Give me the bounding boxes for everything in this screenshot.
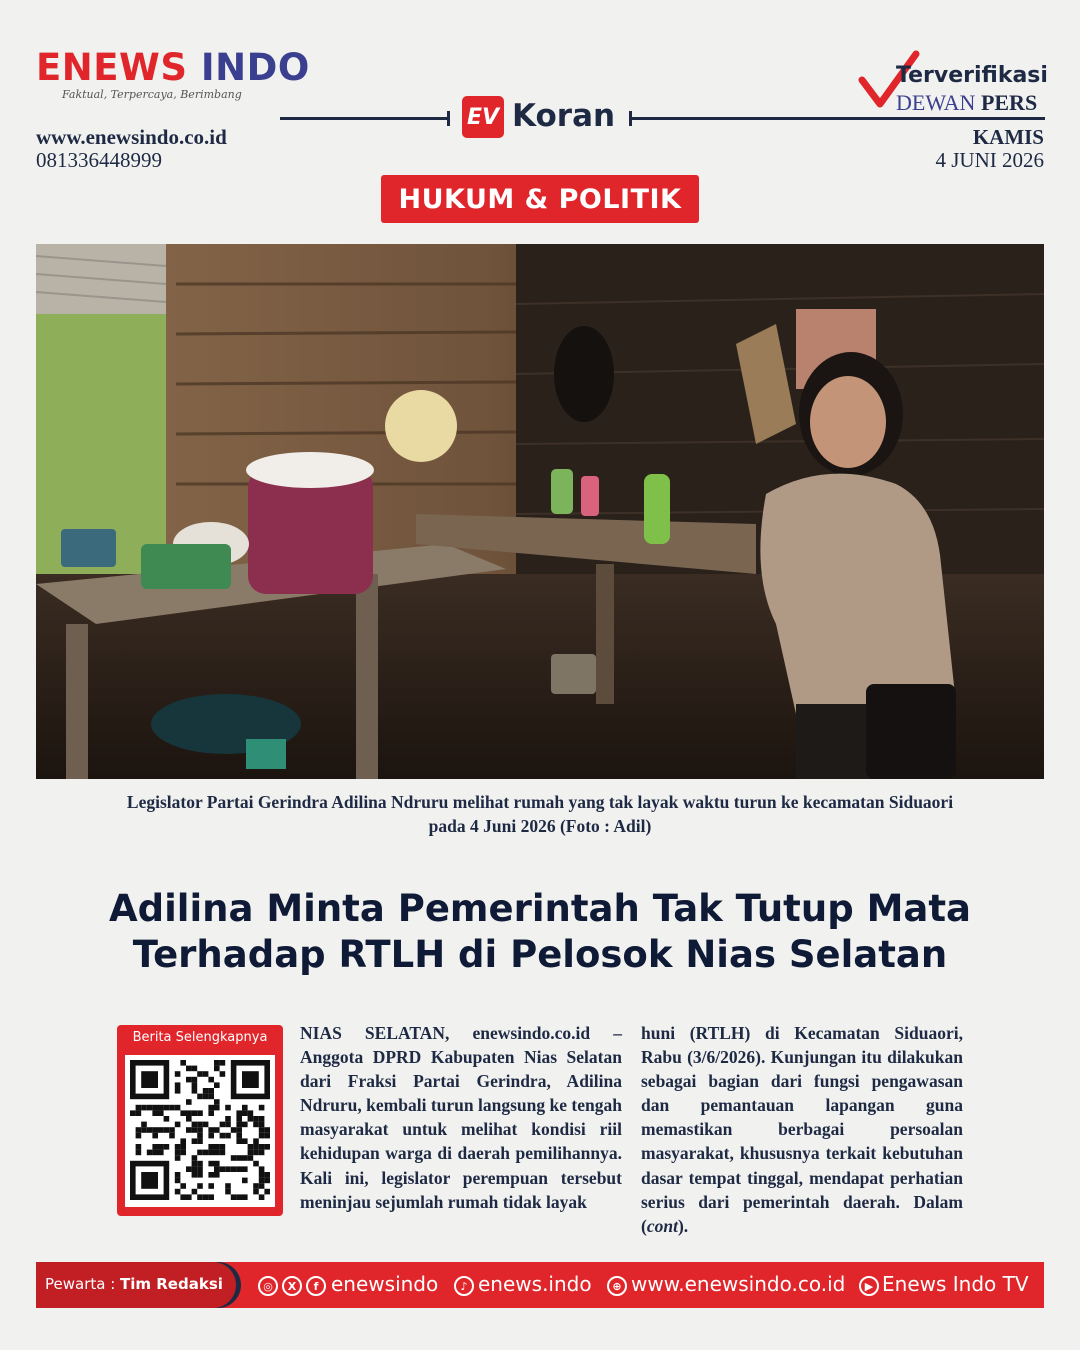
brand-tagline: Faktual, Terpercaya, Berimbang: [62, 88, 242, 101]
globe-icon[interactable]: ⊕: [607, 1276, 627, 1296]
publish-day: KAMIS: [972, 125, 1044, 149]
instagram-icon[interactable]: ◎: [258, 1276, 278, 1296]
news-photo: [36, 244, 1044, 779]
kitchen-scene-image: [36, 244, 1044, 779]
masthead-rule-right: [630, 117, 1045, 120]
article-column-2: huni (RTLH) di Kecamatan Siduaori, Rabu (3/6/2026). Kunjungan itu dilakukan sebagai bagian dari fungsi pengawasan dan pemantauan lapangan guna memastikan berbagai persoalan masyarakat, khususnya terkait kebutuhan dasar tempat tinggal, mendapat perhatian serius dari pemerintah daerah. Dalam (cont).: [641, 1023, 963, 1236]
qr-card-title: Berita Selengkapnya: [132, 1030, 268, 1045]
logo-indo: INDO: [200, 46, 310, 89]
website-url: www.enewsindo.co.id: [36, 125, 227, 149]
reporter-name: Tim Redaksi: [120, 1275, 223, 1293]
logo-enews: ENEWS: [36, 46, 188, 89]
cont-marker: cont: [646, 1215, 678, 1236]
youtube-link[interactable]: Enews Indo TV: [882, 1272, 1029, 1296]
social-handle-link[interactable]: enewsindo: [331, 1272, 439, 1296]
article-column-1: NIAS SELATAN, enewsindo.co.id – Anggota DPRD Kabupaten Nias Selatan dari Fraksi Partai Gerindra, Adilina Ndruru, kembali turun langsung ke tengah masyarakat untuk melihat kondisi riil kehidupan warga di daerah pemilihannya. Kali ini, legislator perempuan tersebut meninjau sejumlah rumah tidak layak: [300, 1023, 622, 1212]
reporter-credit: Pewarta : Tim Redaksi: [45, 1275, 223, 1293]
tiktok-link[interactable]: enews.indo: [478, 1272, 592, 1296]
press-council-label: DEWAN PERS: [896, 90, 1038, 115]
qr-code-graphic: [125, 1055, 275, 1207]
edition-label: Koran: [512, 98, 616, 134]
publish-date: 4 JUNI 2026: [935, 148, 1044, 172]
website-link[interactable]: www.enewsindo.co.id: [631, 1272, 846, 1296]
brand-logo: [36, 46, 310, 89]
masthead-rule-cap-right: [629, 111, 632, 126]
headline-line-1: Adilina Minta Pemerintah Tak Tutup Mata: [108, 887, 972, 930]
masthead-rule-left: [280, 117, 448, 120]
tiktok-icon[interactable]: ♪: [454, 1276, 474, 1296]
qr-code-icon[interactable]: [125, 1055, 275, 1207]
caption-line-1: Legislator Partai Gerindra Adilina Ndruru melihat rumah yang tak layak waktu turun ke kecamatan Siduaori: [126, 792, 954, 812]
phone-number: 081336448999: [36, 148, 162, 172]
article-headline: [40, 886, 1040, 978]
youtube-icon[interactable]: ▶: [859, 1276, 879, 1296]
ev-logo-badge: EV: [462, 96, 504, 138]
verified-label: Terverifikasi: [896, 63, 1048, 88]
section-badge: HUKUM & POLITIK: [381, 175, 699, 223]
photo-caption: [60, 790, 1020, 838]
masthead-rule-cap-left: [447, 111, 450, 126]
facebook-icon[interactable]: f: [306, 1276, 326, 1296]
headline-line-2: Terhadap RTLH di Pelosok Nias Selatan: [132, 933, 948, 976]
x-icon[interactable]: X: [282, 1276, 302, 1296]
caption-line-2: pada 4 Juni 2026 (Foto : Adil): [428, 816, 652, 836]
